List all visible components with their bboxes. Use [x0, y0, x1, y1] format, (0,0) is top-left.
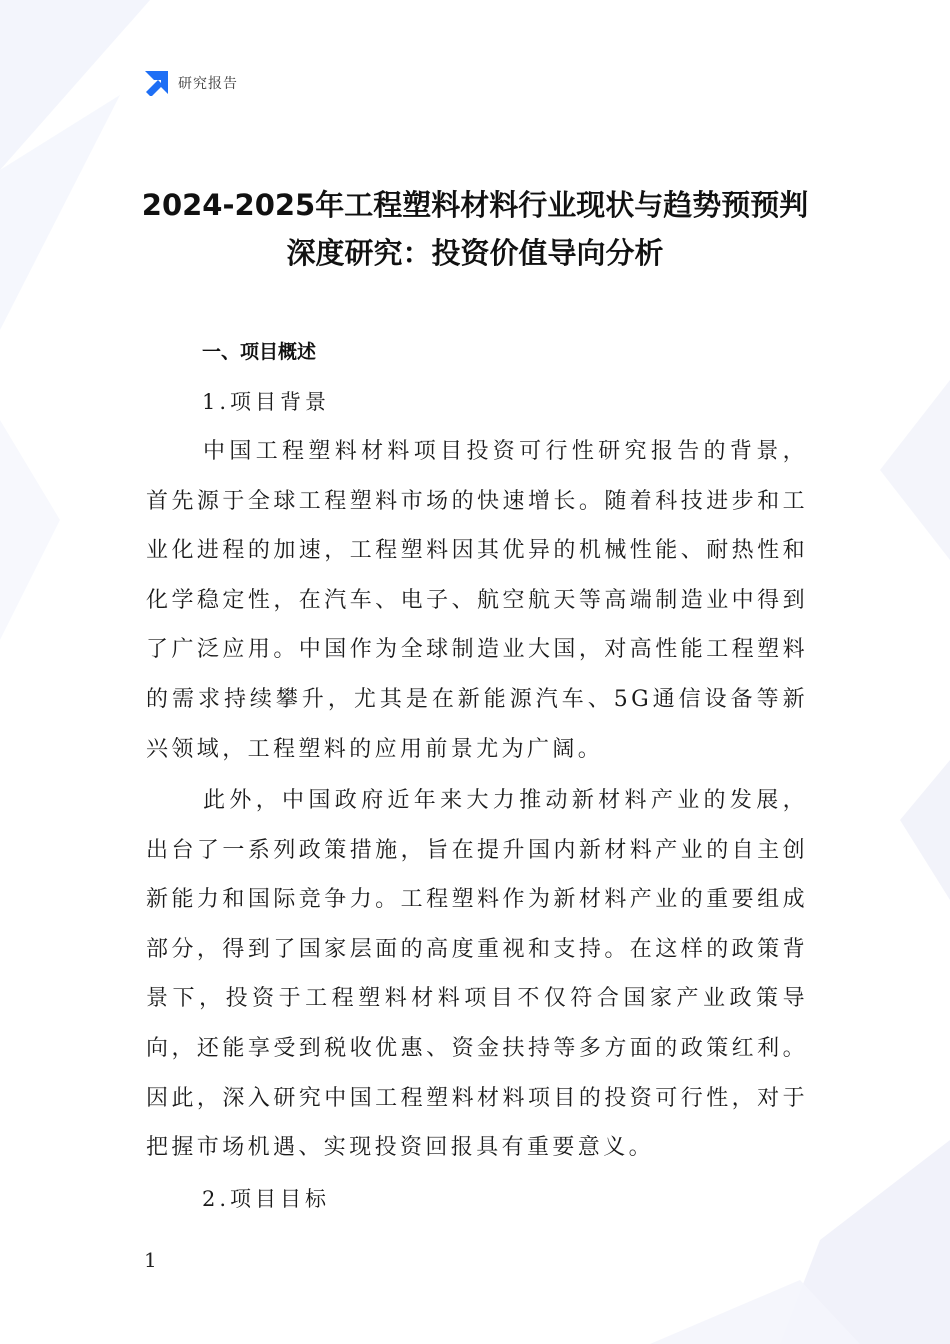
document-title-line-1: 2024-2025年工程塑料材料行业现状与趋势预预判 [141, 188, 809, 222]
subsection-heading-background: 1.项目背景 [202, 390, 331, 414]
document-title-line-2: 深度研究：投资价值导向分析 [286, 236, 664, 270]
header-label: 研究报告 [178, 76, 238, 92]
subsection-heading-objective: 2.项目目标 [202, 1187, 331, 1211]
arrow-up-right-logo-icon [143, 70, 169, 96]
paragraph-background-2: 此外，中国政府近年来大力推动新材料产业的发展，出台了一系列政策措施，旨在提升国内新材料产业的自主创新能力和国际竞争力。工程塑料作为新材料产业的重要组成部分，得到了国家层面的高度重视和支持。在这样的政策背景下，投资于工程塑料材料项目不仅符合国家产业政策导向，还能享受到税收优惠、资金扶持等多方面的政策红利。因此，深入研究中国工程塑料材料项目的投资可行性，对于把握市场机遇、实现投资回报具有重要意义。 [146, 788, 808, 1161]
paragraph-background-1: 中国工程塑料材料项目投资可行性研究报告的背景，首先源于全球工程塑料市场的快速增长。随着科技进步和工业化进程的加速，工程塑料因其优异的机械性能、耐热性和化学稳定性，在汽车、电子、航空航天等高端制造业中得到了广泛应用。中国作为全球制造业大国，对高性能工程塑料的需求持续攀升，尤其是在新能源汽车、5G通信设备等新兴领域，工程塑料的应用前景尤为广阔。 [146, 439, 808, 762]
section-heading: 一、项目概述 [202, 341, 317, 363]
report-header [143, 70, 238, 96]
page-number: 1 [144, 1248, 157, 1272]
